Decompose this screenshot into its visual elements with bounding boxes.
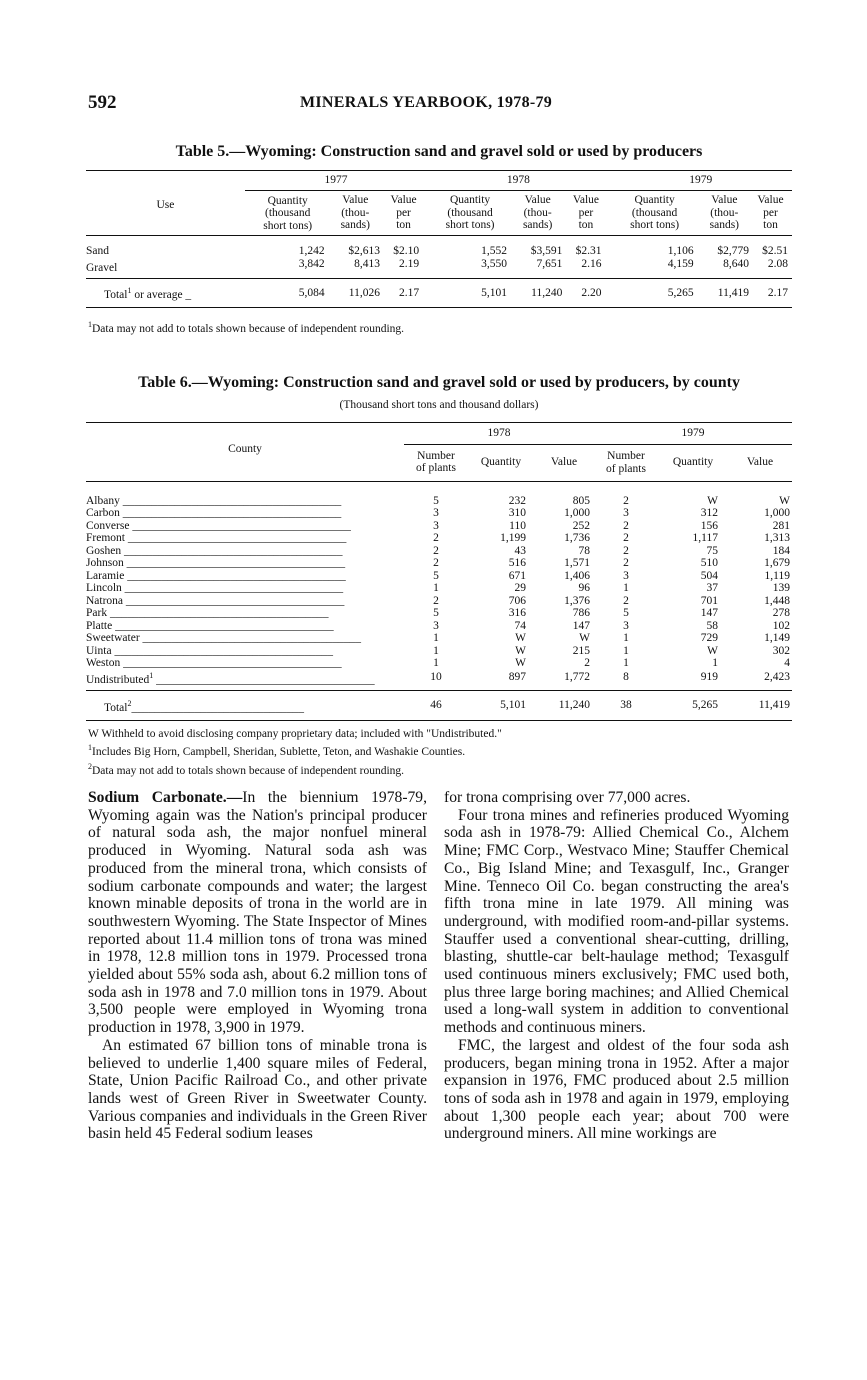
table6-cell: 1 [623, 632, 629, 644]
table6-total-cell: 5,101 [468, 690, 534, 720]
table6-cell: 1,679 [764, 557, 790, 569]
table6-footnote: W Withheld to avoid disclosing company proprietary data; included with "Undistributed." [88, 727, 502, 740]
table6-cell: 139 [772, 582, 790, 594]
table6-row [86, 545, 792, 558]
table6-cell: 4 [784, 657, 790, 669]
table6-cell: 2 [433, 557, 439, 569]
table6-row [86, 557, 792, 570]
table5-cell: $3,591 [530, 245, 563, 257]
table6-county-label: Park ______________________________________ [86, 607, 329, 619]
table6-cell: 3 [623, 507, 629, 519]
table6-cell: 3 [623, 619, 629, 632]
table5-quantity-header: Quantity (thousand short tons) [427, 190, 513, 236]
running-title: MINERALS YEARBOOK, 1978-79 [300, 94, 553, 111]
table5-total-cell: 11,240 [513, 279, 562, 308]
table6-cell: 75 [706, 544, 718, 557]
table6-cell: 510 [700, 557, 718, 569]
table6-cell: 2 [623, 557, 629, 569]
table6-cell: 58 [706, 619, 718, 632]
table6-cell: 43 [514, 544, 526, 557]
table6-row [86, 582, 792, 595]
page-header [88, 92, 788, 116]
table5-value-per-ton-header: Value per ton [562, 190, 609, 236]
table6-cell: 5 [433, 607, 439, 619]
table6-cell: 2 [433, 544, 439, 557]
table5-year-1979: 1979 [610, 171, 792, 191]
table6-cell: 1,571 [564, 557, 590, 569]
table6-total-cell: 46 [404, 690, 468, 720]
table5-value-per-ton-header: Value per ton [749, 190, 792, 236]
table6-total-cell: 11,419 [728, 690, 792, 720]
table6-cell: 786 [572, 607, 590, 619]
table5-body [86, 236, 792, 279]
table5-cell: 7,651 [536, 257, 563, 270]
table5-total-cell: 11,026 [331, 279, 380, 308]
table6-county-label: Weston ______________________________________ [86, 657, 342, 669]
table5-title: Table 5.—Wyoming: Construction sand and gravel sold or used by producers [175, 143, 703, 160]
table6-total-cell: 38 [594, 690, 658, 720]
body-paragraph: An estimated 67 billion tons of minable trona is believed to underlie 1,400 square miles of Federal, State, Union Pacific Railroad Co., and other private lands west of Green River in Sweetwater County. Various companies and individuals in the Green River basin held 45 Federal sodium leases [88, 1036, 427, 1143]
table6-plants-header: Number of plants [404, 444, 468, 481]
table6-county-label: Platte ______________________________________ [86, 619, 334, 632]
table6-row [86, 507, 792, 520]
table6-cell: 5 [433, 569, 439, 582]
table6-cell: 10 [430, 671, 442, 684]
table5-cell: 1,106 [667, 245, 694, 257]
table6 [86, 422, 792, 721]
table5-total-cell: 5,101 [427, 279, 513, 308]
table5-total-row [86, 279, 792, 308]
table6-row [86, 620, 792, 633]
table6-year-1979: 1979 [594, 423, 792, 445]
table5-cell: 4,159 [667, 257, 694, 270]
table5-cell: 1,242 [298, 245, 325, 257]
table6-cell: W [579, 632, 590, 644]
table6-cell: 232 [508, 494, 526, 507]
table6-cell: 1,313 [764, 532, 790, 544]
table5-value-header: Value (thou- sands) [700, 190, 749, 236]
table5-cell: $2.51 [762, 245, 788, 257]
table6-cell: 5 [623, 607, 629, 619]
table6-cell: 2 [433, 532, 439, 544]
table5-cell: 2.16 [581, 257, 602, 270]
table5-quantity-header: Quantity (thousand short tons) [610, 190, 700, 236]
table5-total-cell: 2.17 [380, 279, 427, 308]
table6-county-label: Goshen ______________________________________ [86, 544, 343, 557]
table6-quantity-header: Quantity [468, 444, 534, 481]
table5-year-1977: 1977 [245, 171, 427, 191]
table5-cell: $2,779 [717, 245, 749, 257]
table6-cell: 29 [514, 582, 526, 594]
table6-cell: 156 [700, 519, 718, 532]
table5-quantity-header: Quantity (thousand short tons) [245, 190, 331, 236]
table6-cell: 3 [433, 519, 439, 532]
table6-cell: 701 [700, 594, 718, 607]
body-paragraph: for trona comprising over 77,000 acres. [444, 789, 691, 806]
table6-year-1978: 1978 [404, 423, 594, 445]
table5-total-cell: 2.17 [749, 279, 792, 308]
table6-county-label: Fremont ______________________________________ [86, 532, 347, 544]
table6-cell: 147 [700, 607, 718, 619]
table6-row [86, 570, 792, 583]
table6-cell: 1,199 [500, 532, 526, 544]
table6-county-label: Undistributed$^1$ ______________________________________ [86, 670, 375, 686]
table5-stub-header: Use [86, 171, 245, 236]
table6-title: Table 6.—Wyoming: Construction sand and gravel sold or used by producers, by county [138, 374, 740, 391]
table6-body [86, 481, 792, 690]
table6-cell: 3 [433, 619, 439, 632]
table6-county-label: Laramie ______________________________________ [86, 569, 346, 582]
table6-footnote: $^1$Includes Big Horn, Campbell, Sheridan, Sublette, Teton, and Washakie Counties. [88, 743, 466, 759]
table6-cell: 1,000 [564, 507, 590, 519]
table6-cell: 1,117 [692, 532, 718, 544]
table6-cell: 215 [572, 644, 590, 657]
table6-quantity-header: Quantity [658, 444, 728, 481]
table6-total-label: Total$^2$______________________________ [86, 690, 404, 720]
table6-cell: 1 [623, 644, 629, 657]
table5-use-label: Sand [86, 245, 109, 257]
body-paragraph: Four trona mines and refineries produced Wyoming soda ash in 1978-79: Allied Chemical Co., Alchem Mine; FMC Corp., Westvaco Mine; Stauffer Chemical Co., Big Island Mine; and Texasgulf, Inc., Granger Mine. Tenneco Oil Co. began constructing the area's fifth trona mine in late 1979. All mining was underground, with modified room-and-pillar systems. Stauffer used a conventional shear-cutting, drilling, blasting, shuttle-car belt-haulage method; Texasgulf used continuous miners exclusively; FMC used both, plus three large boring machines; and Allied Chemical used a long-wall system in addition to conventional methods and continuous miners. [444, 806, 789, 1037]
table6-cell: 1,376 [564, 594, 590, 607]
table6-cell: W [707, 644, 718, 657]
table6-county-label: Carbon ______________________________________ [86, 507, 342, 519]
table6-cell: 3 [433, 507, 439, 519]
table6-subtitle: (Thousand short tons and thousand dollars) [339, 399, 539, 411]
table6-cell: 1 [433, 582, 439, 594]
table6-value-header: Value [534, 444, 594, 481]
table6-cell: W [515, 644, 526, 657]
table6-county-label: Lincoln ______________________________________ [86, 582, 344, 594]
table6-row [86, 657, 792, 670]
table6-total-cell: 11,240 [534, 690, 594, 720]
table6-cell: 2 [623, 532, 629, 544]
table6-cell: 1,406 [564, 569, 590, 582]
table5-year-1978: 1978 [427, 171, 609, 191]
table6-cell: 2 [623, 494, 629, 507]
table5-total-label: Total$^1$ or average _ [86, 279, 245, 308]
table6-cell: 278 [772, 607, 790, 619]
table6-cell: 252 [572, 519, 590, 532]
body-paragraph: FMC, the largest and oldest of the four soda ash producers, began mining trona in 1952. After a major expansion in 1976, FMC produced about 2.5 million tons of soda ash in 1978 and again in 1979, employing about 1,300 people each year; about 700 were underground miners. All mine workings are [444, 1036, 789, 1143]
table6-footnotes [88, 723, 788, 778]
table6-cell: 312 [700, 507, 718, 519]
table5-cell: 2.08 [767, 257, 788, 270]
table6-plants-header: Number of plants [594, 444, 658, 481]
table6-cell: W [515, 657, 526, 669]
table6-cell: 1,119 [764, 569, 790, 582]
table6-cell: 706 [508, 594, 526, 607]
table6-cell: 74 [514, 619, 526, 632]
table6-cell: 8 [623, 671, 629, 684]
table6-row [86, 632, 792, 645]
table6-cell: 2,423 [764, 671, 790, 684]
table6-cell: 184 [772, 544, 790, 557]
table6-row [86, 645, 792, 658]
table6-cell: 1 [433, 657, 439, 669]
table6-cell: W [515, 632, 526, 644]
table5-cell: 8,640 [723, 257, 749, 270]
table5-cell: 3,842 [298, 257, 325, 270]
table6-cell: 805 [572, 494, 590, 507]
table6-cell: 1 [623, 657, 629, 669]
table6-footnote: $^2$Data may not add to totals shown because of independent rounding. [88, 761, 405, 777]
table6-cell: 102 [772, 619, 790, 632]
table6-cell: 2 [623, 544, 629, 557]
table6-county-label: Converse ______________________________________ [86, 519, 351, 532]
table6-row [86, 595, 792, 608]
table6-cell: 729 [700, 632, 718, 644]
table6-cell: 3 [623, 569, 629, 582]
table6-cell: 919 [700, 671, 718, 684]
table6-cell: 1 [433, 632, 439, 644]
table6-cell: 110 [509, 519, 526, 532]
table5-total-cell: 11,419 [700, 279, 749, 308]
table6-county-label: Uinta ______________________________________ [86, 644, 333, 657]
table6-cell: 5 [433, 494, 439, 507]
table5-total-cell: 5,084 [245, 279, 331, 308]
table5-value-header: Value (thou- sands) [513, 190, 562, 236]
table6-year-row [86, 423, 792, 445]
table6-value-header: Value [728, 444, 792, 481]
table6-cell: 1 [712, 657, 718, 669]
table6-row [86, 607, 792, 620]
table6-cell: 504 [700, 569, 718, 582]
table5-total-cell: 5,265 [610, 279, 700, 308]
table6-row [86, 670, 792, 691]
table6-cell: 316 [508, 607, 526, 619]
table6-cell: 516 [508, 557, 526, 569]
table6-cell: 310 [508, 507, 526, 519]
table5-value-header: Value (thou- sands) [331, 190, 380, 236]
table6-cell: W [779, 494, 790, 507]
table6-cell: 2 [623, 594, 629, 607]
table5-year-row [86, 171, 792, 191]
table6-cell: 147 [572, 619, 590, 632]
table6-cell: 1,448 [764, 594, 790, 607]
body-paragraph: Sodium Carbonate.—In the biennium 1978-79, Wyoming again was the Nation's principal producer of natural soda ash, the major nonfuel mineral produced in Wyoming. Natural soda ash was produced from the mineral trona, which consists of sodium carbonate compounds and water; the largest known minable deposits of trona in the world are in southwestern Wyoming. The State Inspector of Mines reported about 11.4 million tons of trona was mined in 1978, 12.8 million tons in 1979. Processed trona yielded about 55% soda ash, about 6.2 million tons of soda ash in 1978 and 7.0 million tons in 1979. About 3,500 people were employed in Wyoming trona production in 1978, 3,900 in 1979. [88, 789, 427, 1037]
table6-county-label: Johnson ______________________________________ [86, 557, 346, 569]
table5-value-per-ton-header: Value per ton [380, 190, 427, 236]
body-left-column [88, 789, 427, 1143]
table6-cell: 1,772 [564, 671, 590, 684]
table5-cell: 3,550 [481, 257, 507, 270]
table6-cell: 37 [706, 582, 718, 594]
table6-row [86, 481, 792, 507]
table5-footnote: $^1$Data may not add to totals shown because of independent rounding. [88, 320, 405, 335]
table6-row [86, 532, 792, 545]
table6-cell: 1,000 [764, 507, 790, 519]
table5-row [86, 258, 792, 279]
table6-cell: W [707, 494, 718, 507]
section-heading: Sodium Carbonate.— [88, 789, 243, 806]
table6-cell: 2 [584, 657, 590, 669]
table6-cell: 1,736 [564, 532, 590, 544]
table6-county-label: Sweetwater ______________________________________ [86, 632, 362, 644]
table6-row [86, 520, 792, 533]
table5-cell: 2.19 [399, 257, 420, 270]
table6-cell: 96 [578, 582, 590, 594]
table6-cell: 2 [433, 594, 439, 607]
table6-total-row [86, 690, 792, 720]
table5-total-cell: 2.20 [562, 279, 609, 308]
table6-cell: 1 [623, 582, 629, 594]
page-number: 592 [88, 92, 117, 113]
table5-cell: $2.31 [575, 245, 602, 257]
table5 [86, 170, 792, 308]
table6-cell: 2 [623, 519, 629, 532]
table5-row [86, 236, 792, 258]
table5-use-label: Gravel [86, 261, 118, 274]
table6-stub-header: County [86, 423, 404, 482]
table6-total-cell: 5,265 [658, 690, 728, 720]
table6-cell: 671 [508, 569, 526, 582]
table6-cell: 302 [772, 644, 790, 657]
table5-cell: $2,613 [348, 245, 380, 257]
body-right-column [444, 789, 789, 1143]
table6-county-label: Natrona ______________________________________ [86, 594, 345, 607]
table5-cell: $2.10 [393, 245, 420, 257]
table5-cell: 1,552 [481, 245, 507, 257]
table6-cell: 78 [578, 544, 590, 557]
table6-cell: 1,149 [764, 632, 790, 644]
table6-cell: 281 [772, 519, 790, 532]
table6-cell: 1 [433, 644, 439, 657]
table5-cell: 8,413 [354, 257, 380, 270]
table6-cell: 897 [508, 671, 526, 684]
table6-county-label: Albany ______________________________________ [86, 494, 342, 507]
